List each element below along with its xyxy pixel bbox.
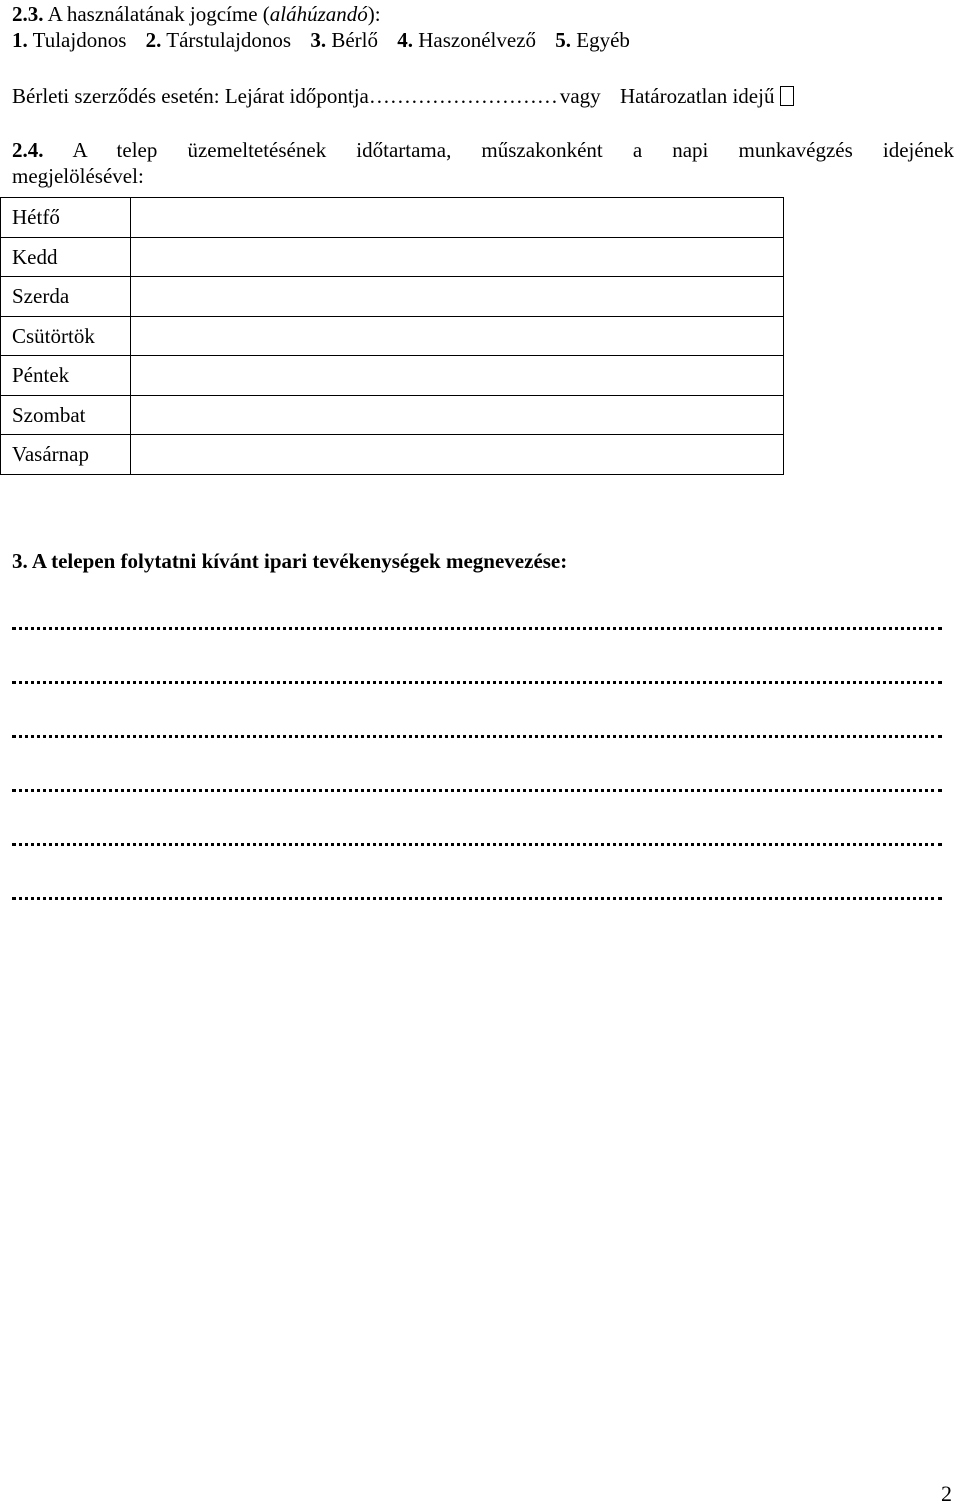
activity-line-6[interactable] [12,894,942,900]
day-label-pentek: Péntek [1,356,131,396]
day-value-vasarnap[interactable] [131,435,784,475]
ownership-options [12,28,644,52]
activity-line-3[interactable] [12,732,942,738]
table-row [1,277,784,317]
table-row [1,435,784,475]
table-row [1,356,784,396]
option-egyeb[interactable]: 5. Egyéb [555,28,630,52]
table-row [1,198,784,238]
activity-line-5[interactable] [12,840,942,846]
lease-indefinite-label: Határozatlan idejű [619,84,775,108]
table-row [1,316,784,356]
section-2-4-text-line2: megjelölésével: [12,164,144,188]
section-2-3-title-prefix: A használatának jogcíme ( [47,2,270,26]
section-2-3-title-italic: aláhúzandó [269,2,368,26]
option-berlo[interactable]: 3. Bérlő [310,28,378,52]
section-2-3-heading [12,2,381,26]
page-number: 2 [941,1481,952,1506]
day-label-szombat: Szombat [1,395,131,435]
option-tarstulajdonos[interactable]: 2. Társtulajdonos [145,28,292,52]
option-haszonelvezo[interactable]: 4. Haszonélvező [397,28,537,52]
day-label-szerda: Szerda [1,277,131,317]
activity-line-1[interactable] [12,624,942,630]
section-2-4-text [12,138,954,162]
day-value-szerda[interactable] [131,277,784,317]
day-label-csutortok: Csütörtök [1,316,131,356]
section-2-4-number: 2.4. [12,138,44,162]
operating-hours-table [0,197,784,475]
table-row [1,237,784,277]
section-2-4-text-line1: A telep üzemeltetésének időtartama, műszakonként a napi munkavégzés idejének [72,138,954,162]
section-2-3-number: 2.3. [12,2,44,26]
day-value-szombat[interactable] [131,395,784,435]
lease-line [12,84,794,108]
section-2-3-title-suffix: ): [367,2,381,26]
day-label-hetfo: Hétfő [1,198,131,238]
activity-line-4[interactable] [12,786,942,792]
lease-or: vagy [559,84,601,108]
day-value-kedd[interactable] [131,237,784,277]
section-3-heading: 3. A telepen folytatni kívánt ipari tevékenységek megnevezése: [12,549,568,573]
day-value-csutortok[interactable] [131,316,784,356]
day-label-vasarnap: Vasárnap [1,435,131,475]
activity-line-2[interactable] [12,678,942,684]
lease-prefix: Bérleti szerződés esetén: Lejárat időpontja [12,84,369,108]
table-row [1,395,784,435]
lease-expiry-field[interactable]: ……………………… [368,84,558,108]
day-label-kedd: Kedd [1,237,131,277]
option-tulajdonos[interactable]: 1. Tulajdonos [12,28,127,52]
lease-indefinite-checkbox[interactable] [780,86,794,106]
day-value-hetfo[interactable] [131,198,784,238]
day-value-pentek[interactable] [131,356,784,396]
